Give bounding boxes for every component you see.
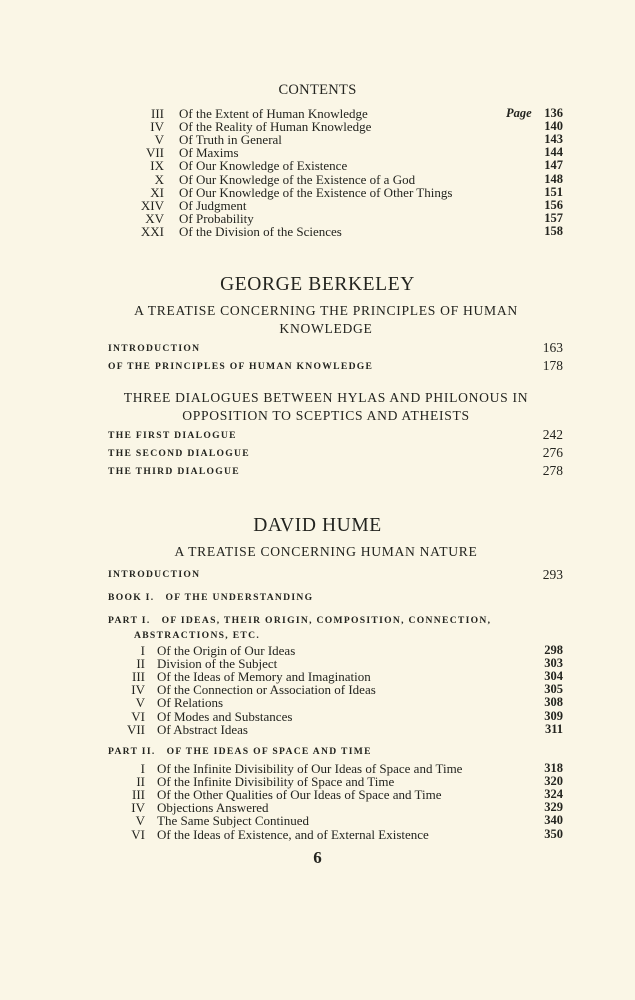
chapter-page: 340 — [544, 813, 563, 828]
chapter-number: V — [154, 132, 164, 148]
page-column-label: Page — [506, 106, 532, 120]
chapter-title: Of the Infinite Divisibility of Space and Time — [157, 774, 395, 790]
chapter-title: Of Our Knowledge of the Existence of Other Things — [179, 184, 453, 200]
entry-page: 293 — [542, 567, 563, 582]
chapter-number: IV — [131, 800, 145, 816]
chapter-title: Of Truth in General — [179, 132, 282, 148]
chapter-number: X — [154, 171, 164, 187]
chapter-page: 311 — [544, 721, 563, 736]
chapter-title: Of Judgment — [179, 197, 247, 213]
author-heading-hume: DAVID HUME — [253, 515, 382, 536]
chapter-page: 144 — [544, 145, 563, 160]
entry-label: THE FIRST DIALOGUE — [108, 430, 237, 441]
chapter-number: VI — [131, 826, 145, 842]
entry-label: THE SECOND DIALOGUE — [108, 448, 250, 459]
chapter-number: I — [140, 643, 145, 658]
part-heading: PART II. OF THE IDEAS OF SPACE AND TIME — [108, 746, 372, 757]
chapter-page: 350 — [544, 826, 563, 841]
chapter-title: Of Our Knowledge of Existence — [179, 158, 348, 174]
chapter-page: 158 — [544, 223, 563, 238]
chapter-page: 329 — [544, 800, 563, 815]
chapter-title: Of the Infinite Divisibility of Our Ideas of Space and Time — [157, 761, 463, 776]
chapter-number: II — [136, 656, 145, 672]
page-number: 6 — [313, 848, 322, 867]
chapter-number: XV — [145, 210, 164, 226]
entry-label: THE THIRD DIALOGUE — [108, 466, 240, 477]
work-title-principles: A TREATISE CONCERNING THE PRINCIPLES OF HUMAN KNOWLEDGE — [134, 303, 518, 336]
chapter-page: 305 — [544, 682, 563, 697]
chapter-page: 320 — [544, 774, 563, 789]
chapter-number: I — [140, 761, 145, 776]
chapter-number: XXI — [140, 223, 164, 239]
chapter-number: III — [132, 669, 145, 685]
entry-page: 278 — [542, 463, 563, 478]
chapter-number: III — [132, 787, 145, 803]
chapter-title: Of Maxims — [179, 145, 239, 161]
chapter-page: 147 — [544, 158, 563, 173]
chapter-page: 148 — [544, 171, 563, 186]
chapter-title: The Same Subject Continued — [157, 813, 310, 829]
book-heading: BOOK I. OF THE UNDERSTANDING — [108, 592, 314, 603]
chapter-page: 298 — [544, 643, 563, 657]
chapter-page: 140 — [544, 119, 563, 134]
chapter-page: 156 — [544, 197, 563, 212]
chapter-page: 143 — [544, 132, 563, 147]
chapter-page: 324 — [544, 787, 563, 802]
part-heading: PART I. OF IDEAS, THEIR ORIGIN, COMPOSITION, CONNECTION, — [108, 615, 492, 626]
chapter-page: 318 — [544, 761, 563, 775]
part-heading-cont: ABSTRACTIONS, ETC. — [134, 630, 261, 641]
chapter-title: Objections Answered — [157, 800, 269, 816]
page-title: CONTENTS — [278, 82, 357, 98]
chapter-number: VII — [145, 145, 164, 161]
chapter-page: 136 — [544, 106, 563, 120]
work-title-dialogues: THREE DIALOGUES BETWEEN HYLAS AND PHILONOUS IN OPPOSITION TO SCEPTICS AND ATHEISTS — [123, 390, 529, 423]
chapter-title: Of the Division of the Sciences — [179, 223, 342, 239]
entry-label: INTRODUCTION — [108, 569, 201, 580]
chapter-title: Of the Ideas of Memory and Imagination — [157, 669, 371, 685]
chapter-title: Of the Other Qualities of Our Ideas of Space and Time — [157, 787, 442, 803]
entry-page: 178 — [542, 358, 563, 373]
work-title-human-nature: A TREATISE CONCERNING HUMAN NATURE — [174, 544, 478, 559]
chapter-title: Of Relations — [157, 695, 224, 711]
entry-page: 242 — [542, 427, 563, 442]
chapter-number: V — [135, 695, 145, 711]
chapter-title: Division of the Subject — [157, 656, 278, 672]
chapter-number: XIV — [140, 197, 164, 213]
chapter-title: Of the Reality of Human Knowledge — [179, 119, 372, 135]
chapter-page: 309 — [544, 708, 563, 723]
chapter-page: 308 — [544, 695, 563, 710]
chapter-number: VII — [126, 721, 145, 737]
entry-label: OF THE PRINCIPLES OF HUMAN KNOWLEDGE — [108, 361, 374, 372]
chapter-title: Of the Extent of Human Knowledge — [179, 106, 368, 121]
chapter-number: IV — [150, 119, 164, 135]
chapter-page: 151 — [544, 184, 563, 199]
entry-label: INTRODUCTION — [108, 343, 201, 354]
chapter-title: Of Abstract Ideas — [157, 721, 248, 737]
chapter-page: 304 — [544, 669, 563, 684]
chapter-page: 303 — [544, 656, 563, 671]
chapter-number: V — [135, 813, 145, 829]
chapter-number: IX — [150, 158, 164, 174]
chapter-page: 157 — [544, 210, 563, 225]
chapter-title: Of the Ideas of Existence, and of External Existence — [157, 826, 429, 842]
chapter-title: Of Probability — [179, 210, 254, 226]
chapter-number: IV — [131, 682, 145, 698]
entry-page: 276 — [542, 445, 563, 460]
chapter-number: III — [151, 106, 164, 121]
entry-page: 163 — [542, 340, 563, 355]
author-heading-berkeley: GEORGE BERKELEY — [220, 274, 415, 295]
chapter-title: Of Our Knowledge of the Existence of a God — [179, 171, 416, 187]
chapter-title: Of the Connection or Association of Ideas — [157, 682, 376, 698]
chapter-number: VI — [131, 708, 145, 724]
chapter-title: Of the Origin of Our Ideas — [157, 643, 296, 658]
chapter-title: Of Modes and Substances — [157, 708, 293, 724]
chapter-number: XI — [150, 184, 164, 200]
chapter-number: II — [136, 774, 145, 790]
